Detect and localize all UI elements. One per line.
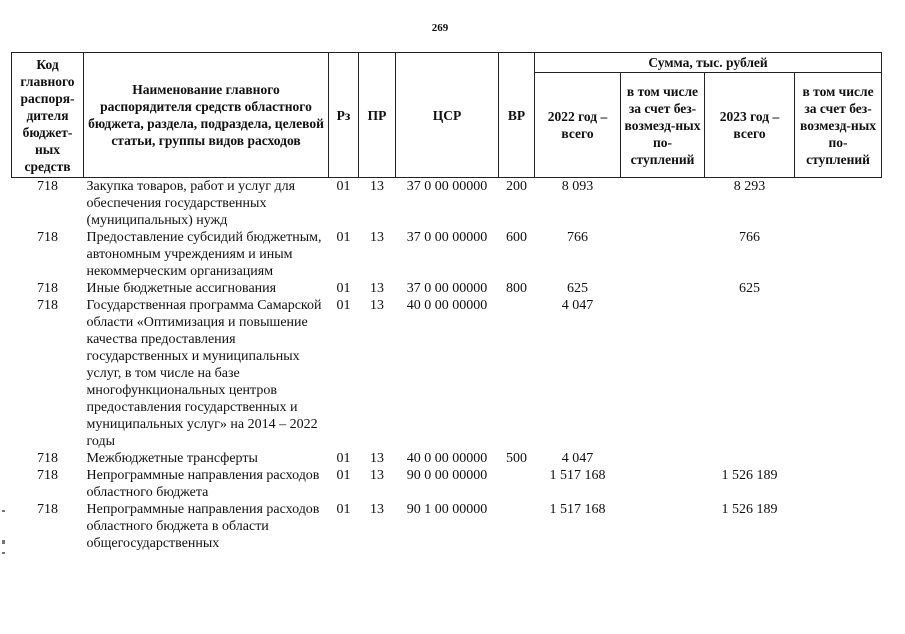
cell-y2022-grants xyxy=(621,178,705,230)
table-row xyxy=(12,229,882,280)
cell-y2023: 1 526 189 xyxy=(721,502,778,517)
header-rz: Рз xyxy=(329,53,359,178)
cell-y2023: 625 xyxy=(739,281,760,296)
header-2023-grants: в том числе за счет без-возмезд-ных по-ступлений xyxy=(795,73,882,178)
cell-rz: 01 xyxy=(336,230,351,245)
cell-y2022-grants xyxy=(621,280,705,297)
header-2022-total: 2022 год – всего xyxy=(535,73,621,178)
cell-y2022-grants xyxy=(621,467,705,501)
table-row xyxy=(12,178,882,230)
cell-csr: 37 0 00 00000 xyxy=(406,281,488,296)
cell-pr: 13 xyxy=(370,230,384,245)
cell-pr: 13 xyxy=(370,468,384,483)
scan-mark xyxy=(2,552,5,554)
cell-y2023-grants xyxy=(795,280,882,297)
table-row xyxy=(12,280,882,297)
cell-vr: 800 xyxy=(506,281,527,296)
cell-code: 718 xyxy=(37,298,58,313)
cell-rz: 01 xyxy=(336,468,351,483)
cell-csr: 90 0 00 00000 xyxy=(406,468,488,483)
header-vr: ВР xyxy=(499,53,535,178)
header-2022-grants: в том числе за счет без-возмезд-ных по-ступлений xyxy=(621,73,705,178)
table-body xyxy=(12,178,882,553)
cell-vr xyxy=(499,501,535,552)
header-code: Код главного распоря-дителя бюджет-ных средств xyxy=(12,53,84,178)
cell-name: Непрограммные направления расходов областного бюджета xyxy=(86,468,320,500)
cell-pr: 13 xyxy=(370,502,384,517)
cell-name: Государственная программа Самарской области «Оптимизация и повышение качества предоставления государственных и муниципальных услуг, в том числе на базе многофункциональных центров предоставления государственных и муниципальных услуг» на 2014 – 2022 годы xyxy=(86,298,322,449)
cell-csr: 40 0 00 00000 xyxy=(406,451,488,466)
cell-code: 718 xyxy=(37,281,58,296)
cell-y2023: 766 xyxy=(739,230,760,245)
cell-csr: 40 0 00 00000 xyxy=(406,298,488,313)
cell-rz: 01 xyxy=(336,281,351,296)
cell-pr: 13 xyxy=(370,451,384,466)
cell-vr xyxy=(499,297,535,450)
cell-rz: 01 xyxy=(336,179,351,194)
cell-y2022: 4 047 xyxy=(561,451,594,466)
cell-pr: 13 xyxy=(370,298,384,313)
cell-y2023: 8 293 xyxy=(733,179,766,194)
cell-y2023 xyxy=(705,297,795,450)
header-pr: ПР xyxy=(359,53,396,178)
cell-csr: 37 0 00 00000 xyxy=(406,230,488,245)
cell-y2023-grants xyxy=(795,178,882,230)
cell-name: Предоставление субсидий бюджетным, автономным учреждениям и иным некоммерческим организациям xyxy=(86,230,322,279)
cell-y2023-grants xyxy=(795,450,882,467)
cell-y2022-grants xyxy=(621,229,705,280)
budget-table xyxy=(11,52,882,552)
table-row xyxy=(12,501,882,552)
cell-vr: 600 xyxy=(506,230,527,245)
cell-y2023-grants xyxy=(795,501,882,552)
cell-code: 718 xyxy=(37,179,58,194)
cell-vr xyxy=(499,467,535,501)
scan-mark xyxy=(2,540,5,544)
table-row xyxy=(12,450,882,467)
cell-name: Закупка товаров, работ и услуг для обеспечения государственных (муниципальных) нужд xyxy=(86,179,296,228)
table-row xyxy=(12,467,882,501)
cell-y2022-grants xyxy=(621,297,705,450)
header-csr: ЦСР xyxy=(396,53,499,178)
cell-y2023: 1 526 189 xyxy=(721,468,778,483)
cell-y2022-grants xyxy=(621,501,705,552)
cell-pr: 13 xyxy=(370,179,384,194)
cell-code: 718 xyxy=(37,502,58,517)
cell-rz: 01 xyxy=(336,451,351,466)
cell-y2022-grants xyxy=(621,450,705,467)
cell-y2023-grants xyxy=(795,229,882,280)
cell-code: 718 xyxy=(37,468,58,483)
cell-name: Непрограммные направления расходов областного бюджета в области общегосударственных xyxy=(86,502,320,551)
cell-y2022: 8 093 xyxy=(561,179,594,194)
page-number: 269 xyxy=(431,22,449,34)
cell-code: 718 xyxy=(37,230,58,245)
header-sum-group: Сумма, тыс. рублей xyxy=(535,53,882,73)
cell-y2022: 1 517 168 xyxy=(549,502,606,517)
cell-vr: 500 xyxy=(506,451,527,466)
cell-y2023 xyxy=(705,450,795,467)
cell-name: Иные бюджетные ассигнования xyxy=(86,281,277,296)
header-2023-total: 2023 год – всего xyxy=(705,73,795,178)
scan-mark xyxy=(2,510,5,512)
cell-y2022: 1 517 168 xyxy=(549,468,606,483)
cell-pr: 13 xyxy=(370,281,384,296)
table-row xyxy=(12,297,882,450)
cell-y2022: 766 xyxy=(567,230,588,245)
cell-y2023-grants xyxy=(795,297,882,450)
cell-csr: 37 0 00 00000 xyxy=(406,179,488,194)
table-header xyxy=(12,53,882,178)
cell-csr: 90 1 00 00000 xyxy=(406,502,488,517)
cell-rz: 01 xyxy=(336,298,351,313)
header-name: Наименование главного распорядителя средств областного бюджета, раздела, подраздела, целевой статьи, группы видов расходов xyxy=(84,53,329,178)
cell-name: Межбюджетные трансферты xyxy=(86,451,258,466)
cell-rz: 01 xyxy=(336,502,351,517)
cell-vr: 200 xyxy=(506,179,527,194)
cell-code: 718 xyxy=(37,451,58,466)
cell-y2022: 4 047 xyxy=(561,298,594,313)
cell-y2023-grants xyxy=(795,467,882,501)
cell-y2022: 625 xyxy=(567,281,588,296)
